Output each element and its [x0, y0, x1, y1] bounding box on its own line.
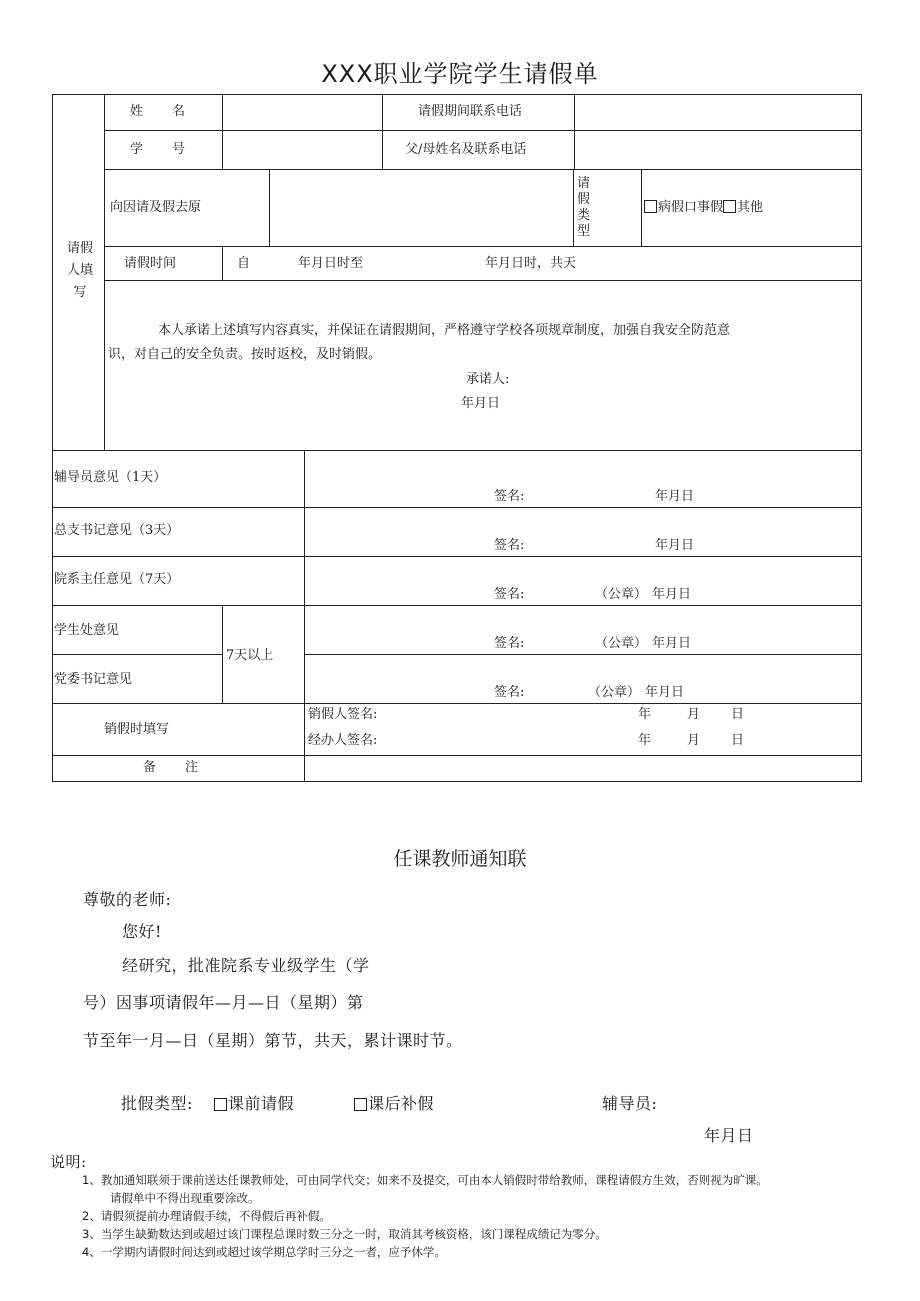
- approval-branch-secretary-sign: 签名:: [494, 538, 525, 553]
- notice-greeting: 尊敬的老师:: [83, 890, 172, 909]
- parent-field[interactable]: [578, 134, 858, 166]
- handler-date-day: 日: [731, 733, 745, 748]
- option-before-class[interactable]: 课前请假: [214, 1094, 294, 1114]
- handler-signer: 经办人签名:: [308, 733, 378, 748]
- approval-party-secretary-label: 党委书记意见: [54, 672, 133, 687]
- approval-student-affairs-date: 年月日: [652, 636, 692, 651]
- cancel-signer: 销假人签名:: [308, 707, 378, 722]
- remarks-field[interactable]: [308, 758, 858, 778]
- form-title: XXX职业学院学生请假单: [321, 60, 599, 88]
- handler-date-year: 年: [638, 733, 652, 748]
- approval-dept-head-label: 院系主任意见（7天）: [54, 572, 180, 587]
- student-id-label: 学 号: [130, 142, 187, 157]
- cancel-date-month: 月: [687, 707, 701, 722]
- notice-line-2: 号）因事项请假年—月—日（星期）第: [83, 993, 364, 1012]
- over-7-days-label: 7天以上: [226, 648, 274, 663]
- reason-label: 向因请及假去原: [110, 200, 202, 215]
- cancel-label: 销假时填写: [104, 722, 170, 737]
- approval-student-affairs-sign: 签名:: [494, 636, 525, 651]
- approval-branch-secretary-date: 年月日: [655, 538, 695, 553]
- counselor-label: 辅导员:: [602, 1094, 658, 1113]
- approval-student-affairs-label: 学生处意见: [54, 623, 120, 638]
- leave-time-label: 请假时间: [124, 256, 177, 271]
- approval-dept-head-sign: 签名:: [494, 587, 525, 602]
- approval-dept-head-date: 年月日: [652, 587, 692, 602]
- notice-hello: 您好!: [122, 922, 162, 941]
- after-class-checkbox[interactable]: [354, 1098, 367, 1111]
- approval-counselor-sign: 签名:: [494, 489, 525, 504]
- leave-time-from: 自: [237, 256, 251, 271]
- approval-branch-secretary-label: 总支书记意见（3天）: [54, 523, 180, 538]
- approval-student-affairs-stamp: （公章）: [595, 636, 648, 651]
- leave-type-options: 病假口事假 其他: [644, 200, 763, 216]
- approval-party-secretary-stamp: （公章）: [588, 685, 641, 700]
- notice-date: 年月日: [704, 1126, 754, 1145]
- approval-counselor-label: 辅导员意见（1天）: [54, 470, 167, 485]
- remarks-label: 备 注: [143, 760, 200, 775]
- phone-field[interactable]: [578, 98, 858, 128]
- phone-label: 请假期间联系电话: [418, 104, 523, 119]
- approval-party-secretary-date: 年月日: [645, 685, 685, 700]
- notice-line-3: 节至年一月—日（星期）第节，共天，累计课时节。: [83, 1031, 463, 1050]
- approval-type-label: 批假类型:: [121, 1094, 193, 1113]
- note-item-4: 4、一学期内请假时间达到或超过该学期总学时三分之一者，应予休学。: [82, 1245, 446, 1259]
- parent-label: 父/母姓名及联系电话: [405, 142, 527, 157]
- name-field[interactable]: [226, 98, 378, 128]
- approval-counselor-date: 年月日: [655, 489, 695, 504]
- leave-time-end: 年月日时，共天: [485, 256, 577, 271]
- promise-line-2: 识，对自己的安全负责。按时返校，及时销假。: [108, 347, 382, 362]
- applicant-section-label: 请假人填写: [66, 241, 93, 300]
- notice-title: 任课教师通知联: [393, 848, 527, 870]
- leave-type-label: 请假类型: [577, 176, 591, 239]
- cancel-date-day: 日: [731, 707, 745, 722]
- before-class-checkbox[interactable]: [214, 1098, 227, 1111]
- leave-time-mid: 年月日时至: [298, 256, 364, 271]
- note-item-2: 2、请假须提前办理请假手续，不得假后再补假。: [82, 1209, 331, 1223]
- name-label: 姓 名: [130, 104, 187, 119]
- cancel-date-year: 年: [638, 707, 652, 722]
- approval-dept-head-stamp: （公章）: [595, 587, 648, 602]
- notes-heading: 说明:: [50, 1153, 87, 1171]
- note-item-1-cont: 请假单中不得出现重要涂改。: [110, 1191, 260, 1205]
- promise-signer: 承诺人:: [466, 372, 510, 387]
- note-item-1: 1、教加通知联须于课前送达任课教师处，可由同学代交；如来不及提交，可由本人销假时带给教师，课程请假方生效，否则视为旷课。: [82, 1173, 768, 1187]
- reason-field[interactable]: [273, 173, 569, 243]
- student-id-field[interactable]: [226, 134, 378, 166]
- note-item-3: 3、当学生缺勤数达到或超过该门课程总课时数三分之一时，取消其考核资格，该门课程成绩记为零分。: [82, 1227, 607, 1241]
- sick-leave-checkbox[interactable]: [644, 200, 657, 213]
- other-leave-checkbox[interactable]: [723, 200, 736, 213]
- option-after-class[interactable]: 课后补假: [354, 1094, 434, 1114]
- notice-line-1: 经研究，批准院系专业级学生（学: [122, 956, 370, 975]
- promise-date: 年月日: [461, 396, 501, 411]
- handler-date-month: 月: [687, 733, 701, 748]
- promise-line-1: 本人承诺上述填写内容真实，并保证在请假期间，严格遵守学校各项规章制度，加强自我安全防范意: [158, 323, 731, 338]
- approval-party-secretary-sign: 签名:: [494, 685, 525, 700]
